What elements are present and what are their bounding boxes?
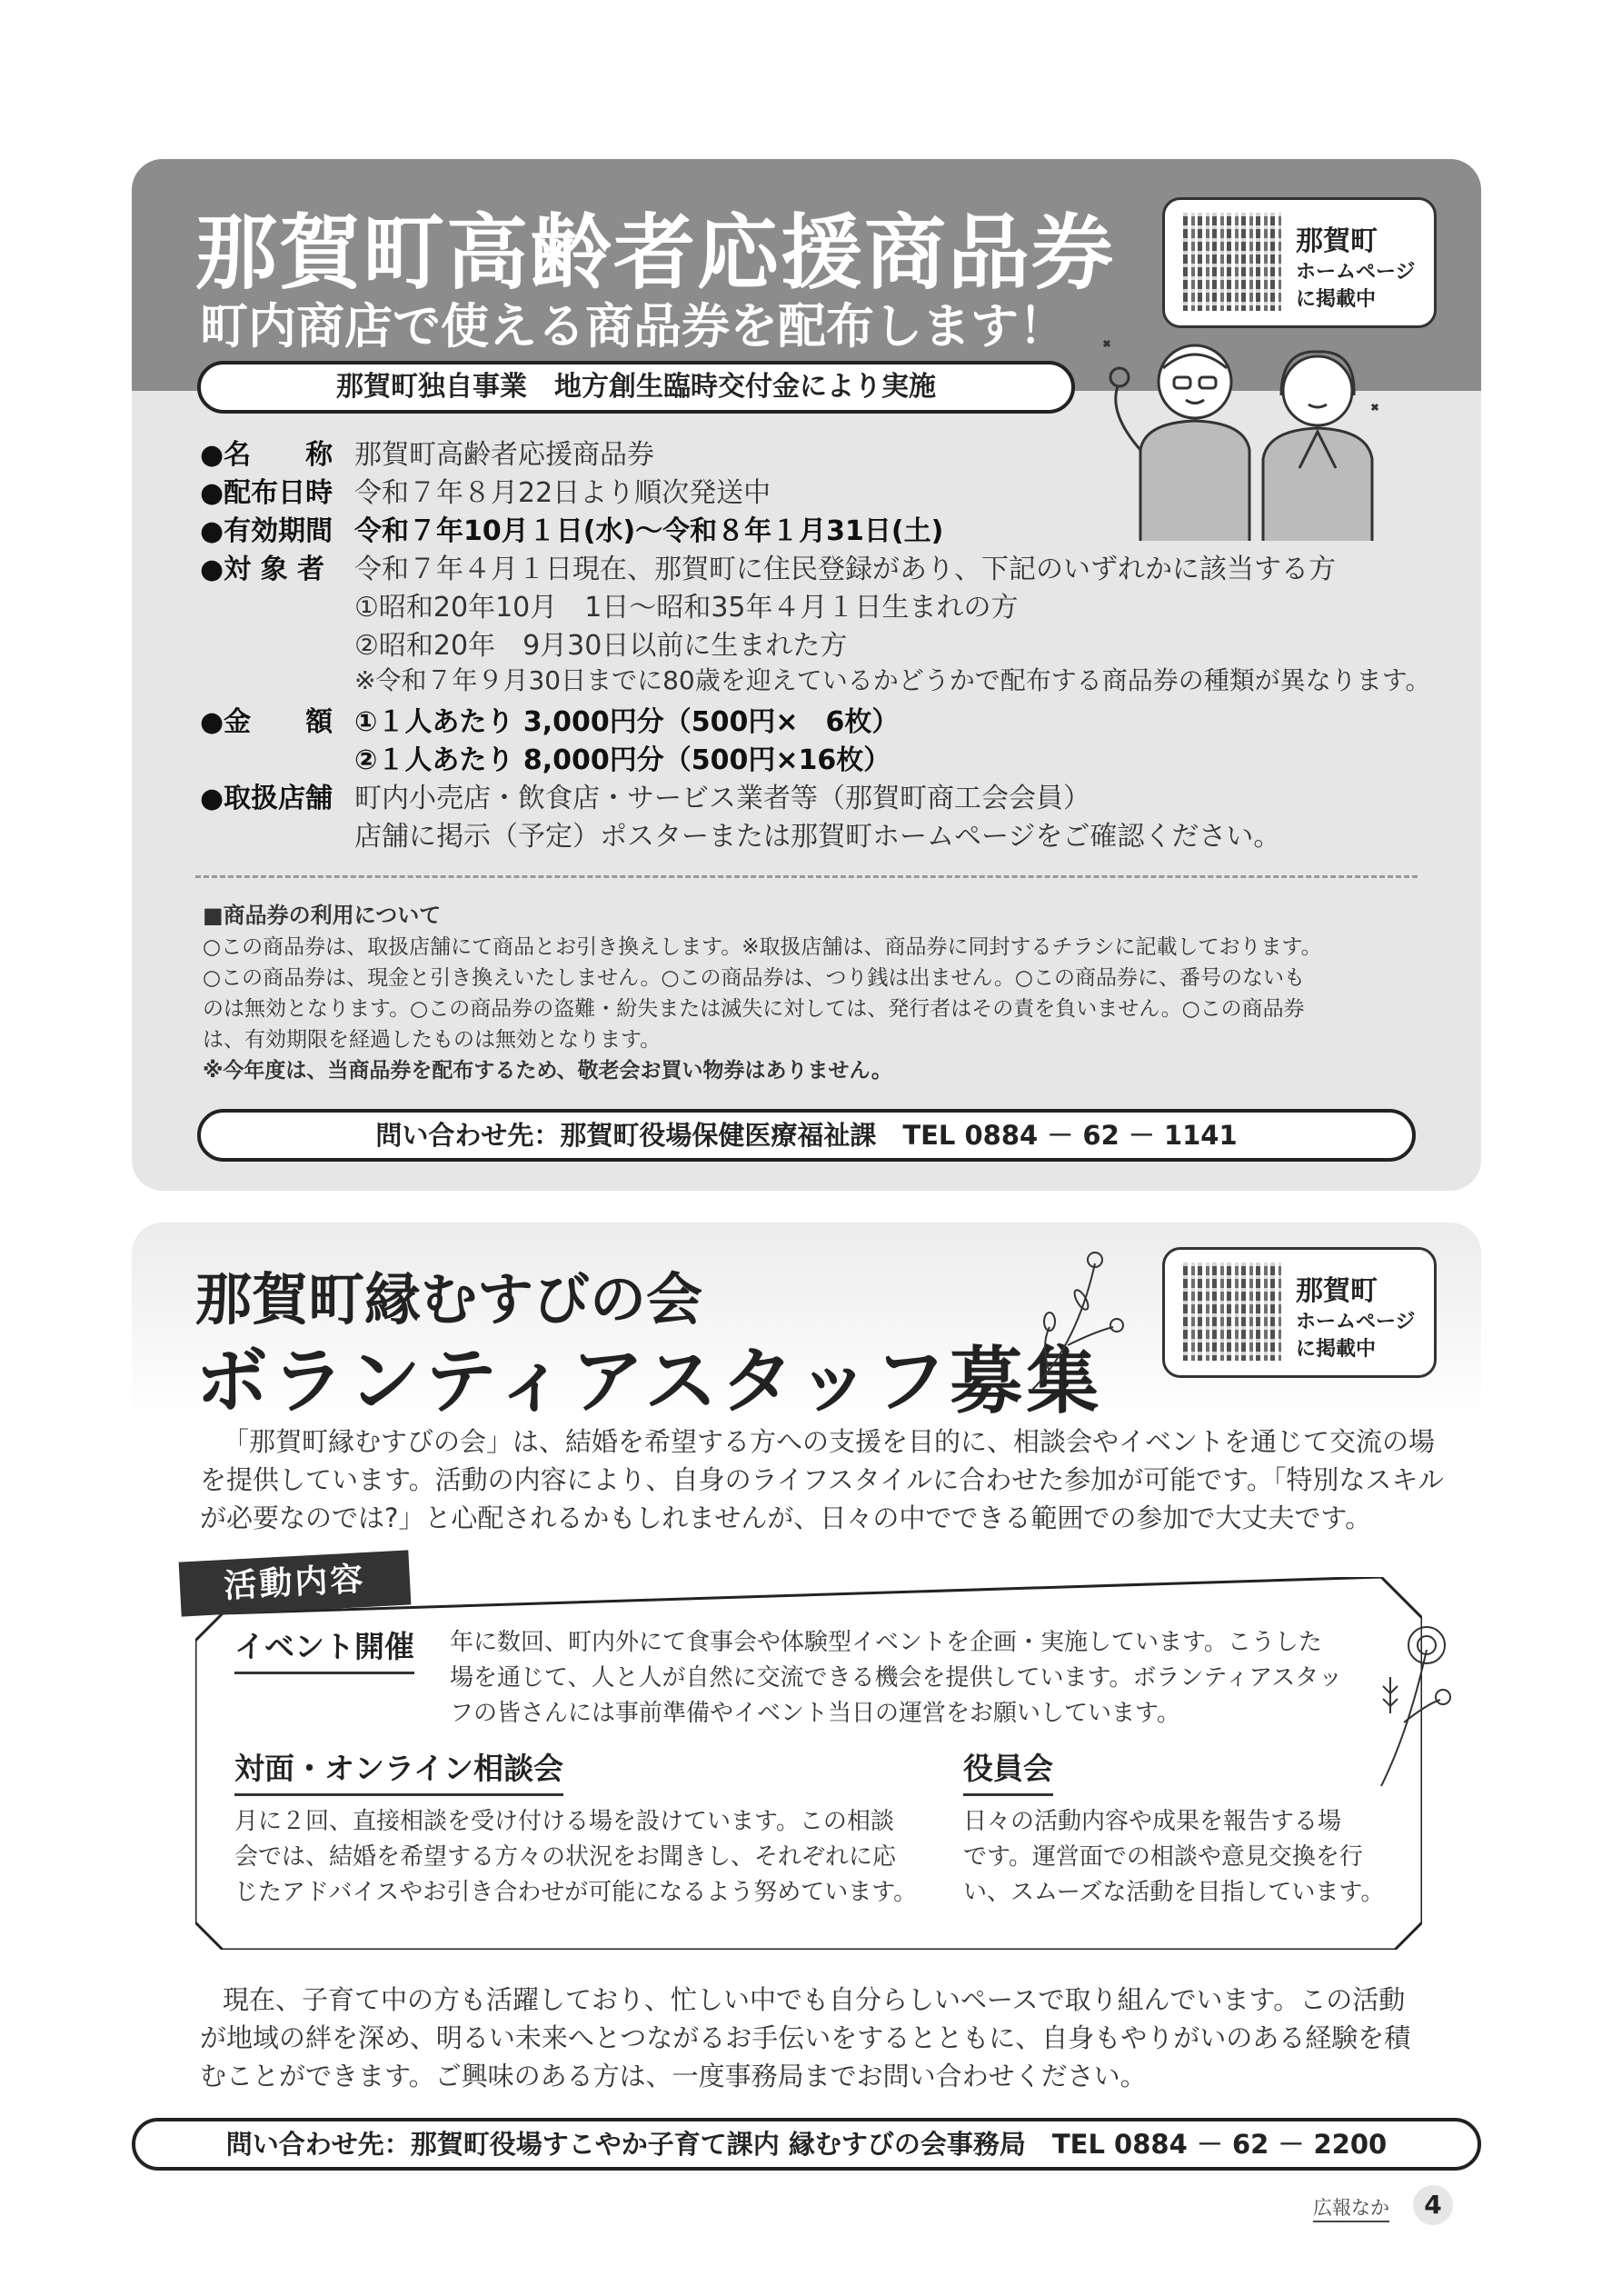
qr-title: 那賀町 [1296,225,1378,257]
row-value: 那賀町高齢者応援商品券 [354,439,654,471]
row-label: ●取扱店舗 [200,783,333,814]
usage-line: ○この商品券は、現金と引き換えいたしません。○この商品券は、つり銭は出ません。○この商品券に、番号のないも [203,966,1305,990]
board-heading: 役員会 [963,1745,1053,1796]
qr-code-icon[interactable] [1183,213,1281,311]
target-item-text: ①昭和20年10月 1日～昭和35年４月１日生まれの方 [354,592,1019,624]
row-label: ●金 額 [200,706,333,738]
consult-line: じたアドバイスやお引き合わせが可能になるよう努めています。 [234,1879,918,1906]
senior-voucher-section [132,159,1481,1191]
row-value: 店舗に掲示（予定）ポスターまたは那賀町ホームページをご確認ください。 [354,821,1281,853]
outro-line: 現在、子育て中の方も活躍しており、忙しい中でも自分らしいペースで取り組んでいます。この活動 [223,1984,1406,2015]
intro-line: を提供しています。活動の内容により、自身のライフスタイルに合わせた参加が可能です。「特別なスキル [200,1464,1445,1495]
row-value: 町内小売店・飲食店・サービス業者等（那賀町商工会会員） [354,783,1090,814]
row-label: ●対 象 者 [200,554,325,585]
row-label: ●配布日時 [200,477,333,509]
contact-pill: 問い合わせ先：那賀町役場保健医療福祉課 TEL 0884 － 62 － 1141 [197,1109,1416,1162]
usage-line: ○この商品券は、取扱店舗にて商品とお引き換えします。※取扱店舗は、商品券に同封するチラシに記載しております。 [203,935,1322,959]
activities-label: 活動内容 [179,1550,412,1616]
page-number: 4 [1413,2185,1453,2225]
consult-heading: 対面・オンライン相談会 [234,1745,563,1796]
qr-line: ホームページ [1296,261,1416,284]
dashed-divider [195,875,1418,878]
outro-line: むことができます。ご興味のある方は、一度事務局までお問い合わせください。 [200,2061,1147,2091]
qr-callout[interactable] [1162,1247,1437,1378]
qr-title: 那賀町 [1296,1275,1378,1307]
row-value: ①１人あたり 3,000円分（500円× 6枚） [354,706,900,738]
volunteer-contact-pill: 問い合わせ先：那賀町役場すこやか子育て課内 縁むすびの会事務局 TEL 0884 － 62 － 2200 [132,2118,1481,2171]
consult-line: 会では、結婚を希望する方々の状況をお聞きし、それぞれに応 [234,1843,897,1871]
board-line: です。運営面での相談や意見交換を行 [963,1843,1363,1871]
qr-line: に掲載中 [1296,1338,1377,1361]
event-heading: イベント開催 [234,1623,414,1674]
qr-line: ホームページ [1296,1311,1416,1333]
outro-line: が地域の絆を深め、明るい未来へとつながるお手伝いをするとともに、自身もやりがいのある経験を積 [200,2022,1411,2053]
row-value: ②１人あたり 8,000円分（500円×16枚） [354,744,891,776]
row-label: ●有効期間 [200,515,333,547]
intro-line: が必要なのでは?」と心配されるかもしれませんが、日々の中でできる範囲での参加で大丈夫です。 [200,1502,1372,1533]
usage-line: のは無効となります。○この商品券の盗難・紛失または滅失に対しては、発行者はその責を負いません。○この商品券 [203,997,1305,1021]
row-value: 令和７年４月１日現在、那賀町に住民登録があり、下記のいずれかに該当する方 [354,554,1336,585]
funding-pill: 那賀町独自事業 地方創生臨時交付金により実施 [197,361,1075,414]
row-label: ●名 称 [200,439,333,471]
row-value: 令和７年８月22日より順次発送中 [354,477,771,509]
volunteer-title-line1: 那賀町縁むすびの会 [195,1266,703,1333]
board-line: 日々の活動内容や成果を報告する場 [963,1808,1342,1835]
board-line: い、スムーズな活動を目指しています。 [963,1879,1385,1906]
target-item-text: ②昭和20年 9月30日以前に生まれた方 [354,630,848,662]
target-item-text: ※令和７年９月30日までに80歳を迎えているかどうかで配布する商品券の種類が異なります。 [354,665,1431,695]
usage-note: ※今年度は、当商品券を配布するため、敬老会お買い物券はありません。 [203,1059,892,1083]
usage-title: ■商品券の利用について [203,903,442,928]
consult-line: 月に２回、直接相談を受け付ける場を設けています。この相談 [234,1808,894,1835]
event-line: フの皆さんには事前準備やイベント当日の運営をお願いしています。 [450,1700,1180,1727]
section-subtitle: 町内商店で使える商品券を配布します！ [200,299,1067,354]
event-line: 年に数回、町内外にて食事会や体験型イベントを企画・実施しています。こうした [450,1629,1322,1656]
intro-line: 「那賀町縁むすびの会」は、結婚を希望する方への支援を目的に、相談会やイベントを通じて交流の場 [223,1426,1436,1457]
flower-icon [1363,1622,1454,1791]
senior-couple-illustration [1100,332,1390,541]
volunteer-title-line2: ボランティアスタッフ募集 [195,1339,1103,1423]
event-line: 場を通じて、人と人が自然に交流できる機会を提供しています。ボランティアスタッ [450,1664,1343,1692]
section-title: 那賀町高齢者応援商品券 [195,205,1115,301]
publication-name: 広報なか [1313,2193,1389,2222]
qr-callout[interactable] [1162,197,1437,328]
qr-code-icon[interactable] [1183,1263,1281,1361]
usage-line: は、有効期限を経過したものは無効となります。 [203,1028,662,1052]
flower-sprig-icon [1022,1245,1131,1395]
qr-line: に掲載中 [1296,288,1377,311]
row-value: 令和７年10月１日(水)～令和８年１月31日(土) [354,515,944,547]
